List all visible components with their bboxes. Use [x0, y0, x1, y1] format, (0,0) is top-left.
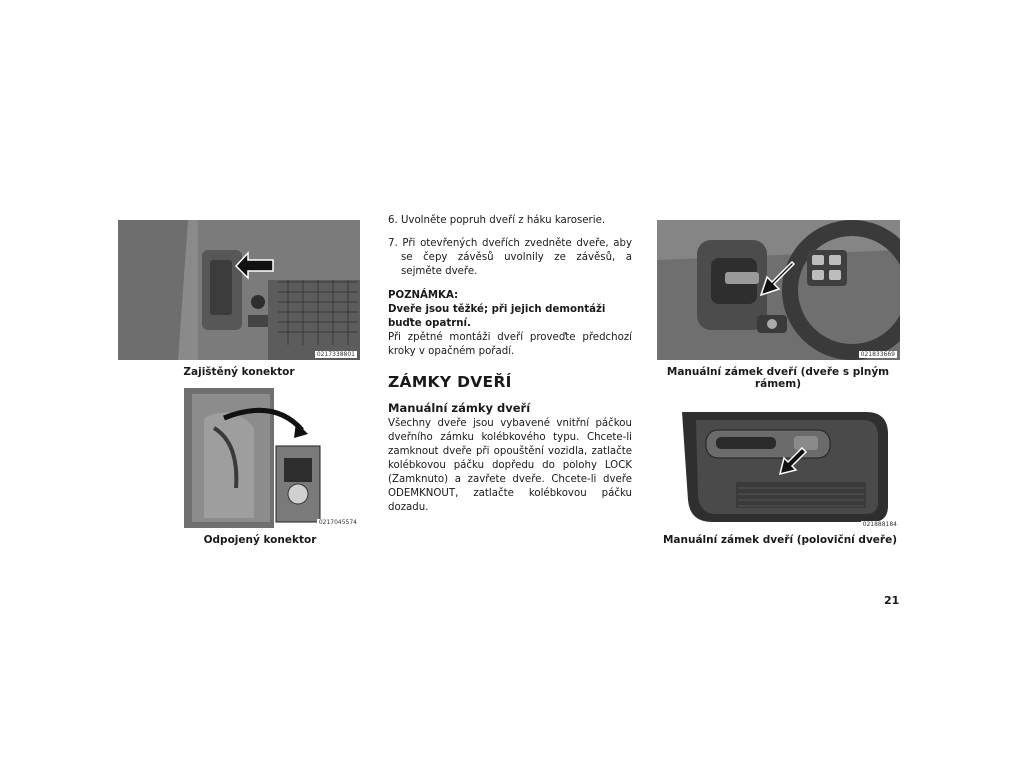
body-paragraph: Všechny dveře jsou vybavené vnitřní páčkou dveřního zámku kolébkového typu. Chcete-li zamknout dveře při opouštění vozidla, zatlačte kolébkovou páčku dopředu do polohy LOCK (Zamknuto) a zavřete dveře. Chcete-li dveře ODEMKNOUT, zatlačte kolébkovou páčku dozadu.	[388, 418, 632, 513]
section-title: ZÁMKY DVEŘÍ	[388, 373, 512, 391]
step-7: 7. Při otevřených dveřích zvedněte dveře, aby se čepy závěsů uvolnily ze závěsů, a sejměte dveře.	[388, 238, 632, 277]
figure-full-door-lock	[657, 220, 900, 360]
note-heading: POZNÁMKA:	[388, 290, 459, 301]
note-text: Při zpětné montáži dveří proveďte předchozí kroky v opačném pořadí.	[388, 332, 632, 357]
subsection-title: Manuální zámky dveří	[388, 401, 531, 415]
figure-code: 0217338801	[316, 351, 355, 358]
text-column	[388, 214, 632, 515]
caption-full-door-lock: Manuální zámek dveří (dveře s plným rámem)	[666, 366, 890, 390]
page-number: 21	[884, 594, 900, 607]
note-warning: Dveře jsou těžké; při jejich demontáži buďte opatrní.	[388, 304, 606, 329]
secured-connector-photo	[118, 220, 360, 360]
disconnected-connector-photo	[184, 388, 362, 528]
figure-half-door-lock	[676, 406, 902, 530]
figure-secured-connector	[118, 220, 360, 360]
caption-half-door-lock: Manuální zámek dveří (poloviční dveře)	[662, 534, 898, 546]
figure-code: 021888184	[862, 521, 897, 528]
full-door-lock-photo	[657, 220, 900, 360]
caption-disconnected-connector: Odpojený konektor	[203, 534, 317, 546]
figure-disconnected-connector	[184, 388, 362, 528]
step-6: 6. Uvolněte popruh dveří z háku karoserie.	[388, 215, 606, 226]
figure-code: 021833669	[860, 351, 895, 358]
figure-code: 0217045574	[318, 519, 357, 526]
half-door-lock-photo	[676, 406, 902, 530]
caption-secured-connector: Zajištěný konektor	[183, 366, 295, 378]
